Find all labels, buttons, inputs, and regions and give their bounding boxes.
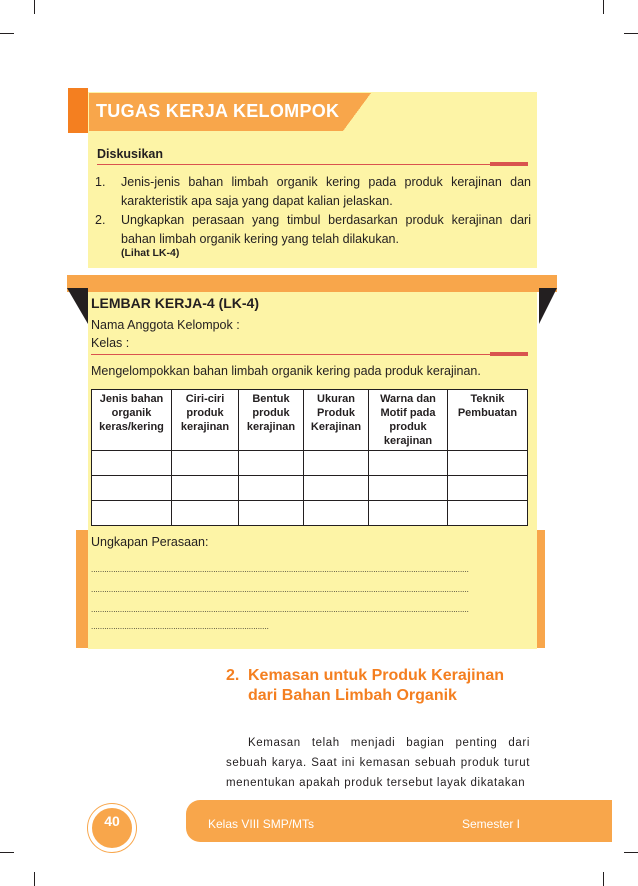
table-cell[interactable] xyxy=(239,501,304,526)
worksheet-right-edge xyxy=(537,530,545,648)
footer-semester: Semester I xyxy=(462,817,521,831)
table-cell[interactable] xyxy=(92,451,172,476)
list-item xyxy=(95,211,531,249)
table-cell[interactable] xyxy=(369,476,448,501)
table-row xyxy=(92,451,528,476)
crop-mark xyxy=(603,872,604,886)
table-header: Bentuk produk kerajinan xyxy=(239,390,304,451)
crop-mark xyxy=(624,852,638,853)
section-body: Kemasan telah menjadi bagian penting dari sebuah karya. Saat ini kemasan sebuah produk turut menentukan apakah produk tersebut layak dikatakan xyxy=(226,737,530,789)
table-cell[interactable] xyxy=(369,451,448,476)
crop-mark xyxy=(0,33,14,34)
dotted-line[interactable]: .......................................................................................................................................................................... xyxy=(91,585,469,594)
table-cell[interactable] xyxy=(239,451,304,476)
dotted-line[interactable]: ................................................................................ xyxy=(91,622,269,631)
list-number: 2. xyxy=(95,213,106,227)
table-cell[interactable] xyxy=(369,501,448,526)
accent-line xyxy=(97,164,528,165)
crop-mark xyxy=(603,0,604,14)
member-label: Nama Anggota Kelompok : xyxy=(91,318,240,332)
table-cell[interactable] xyxy=(448,451,528,476)
list-text: Ungkapkan perasaan yang timbul berdasarkan produk kerajinan dari bahan limbah organik kering yang telah dilakukan. xyxy=(121,213,531,246)
table-header: Teknik Pembuatan xyxy=(448,390,528,451)
worksheet-left-fold xyxy=(67,288,88,324)
table-cell[interactable] xyxy=(172,451,239,476)
task-title: TUGAS KERJA KELOMPOK xyxy=(96,101,340,121)
page-number: 40 xyxy=(104,813,120,829)
task-list xyxy=(95,173,531,249)
section-title xyxy=(226,666,532,706)
task-reference: (Lihat LK-4) xyxy=(121,247,180,259)
crop-mark xyxy=(624,33,638,34)
table-row xyxy=(92,476,528,501)
table-cell[interactable] xyxy=(92,501,172,526)
list-text: Jenis-jenis bahan limbah organik kering pada produk kerajinan dan karakteristik apa saja yang dapat kalian jelaskan. xyxy=(121,175,531,208)
table-header: Ciri-ciri produk kerajinan xyxy=(172,390,239,451)
table-cell[interactable] xyxy=(92,476,172,501)
table-cell[interactable] xyxy=(448,501,528,526)
table-cell[interactable] xyxy=(448,476,528,501)
table-header: Jenis bahan organik keras/kering xyxy=(92,390,172,451)
task-tab-strip xyxy=(68,88,88,133)
section-title-line2: dari Bahan Limbah Organik xyxy=(248,687,457,704)
table-header-row xyxy=(92,390,528,451)
accent-line xyxy=(91,354,528,355)
worksheet-title: LEMBAR KERJA-4 (LK-4) xyxy=(91,295,259,311)
footer-class: Kelas VIII SMP/MTs xyxy=(208,817,315,831)
crop-mark xyxy=(0,852,14,853)
table-cell[interactable] xyxy=(304,501,369,526)
list-item xyxy=(95,173,531,211)
table-cell[interactable] xyxy=(304,451,369,476)
dotted-line[interactable]: .......................................................................................................................................................................... xyxy=(91,565,469,574)
feelings-label: Ungkapan Perasaan: xyxy=(91,535,209,549)
table-cell[interactable] xyxy=(239,476,304,501)
task-subheading: Diskusikan xyxy=(97,147,164,161)
table-cell[interactable] xyxy=(172,476,239,501)
worksheet-table xyxy=(91,389,528,526)
section-title-line1: Kemasan untuk Produk Kerajinan xyxy=(248,667,505,684)
table-header: Warna dan Motif pada produk kerajinan xyxy=(369,390,448,451)
crop-mark xyxy=(34,0,35,14)
worksheet-left-edge xyxy=(76,530,88,648)
table-cell[interactable] xyxy=(172,501,239,526)
worksheet-right-fold xyxy=(539,288,557,324)
crop-mark xyxy=(34,872,35,886)
task-title-corner xyxy=(343,93,371,131)
dotted-line[interactable]: .......................................................................................................................................................................... xyxy=(91,605,469,614)
worksheet-top-band xyxy=(67,275,557,292)
class-label: Kelas : xyxy=(91,336,130,350)
table-cell[interactable] xyxy=(304,476,369,501)
table-row xyxy=(92,501,528,526)
section-number: 2. xyxy=(226,667,240,684)
worksheet-instruction: Mengelompokkan bahan limbah organik kering pada produk kerajinan. xyxy=(91,364,481,378)
list-number: 1. xyxy=(95,175,106,189)
table-header: Ukuran Produk Kerajinan xyxy=(304,390,369,451)
